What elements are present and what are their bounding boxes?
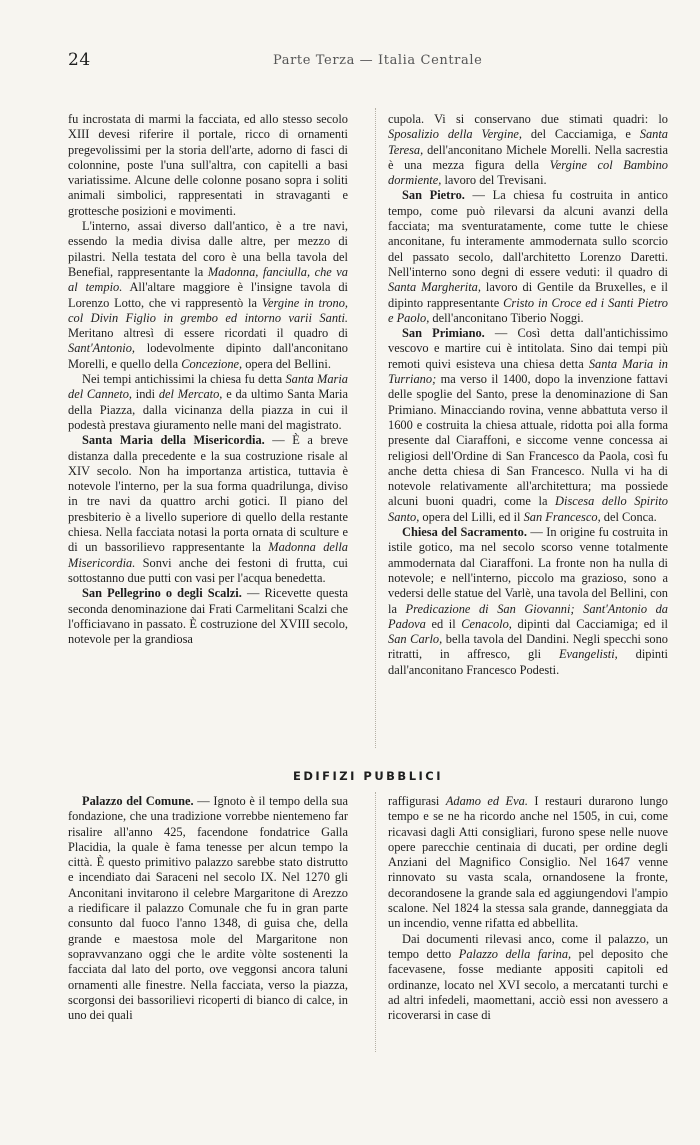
text: ed il	[425, 616, 462, 631]
column-divider-top	[375, 108, 377, 748]
italic-text: Madonna della Misericordia.	[68, 540, 348, 570]
text: dipinti dall'anconitano Francesco Podesti.	[388, 647, 668, 677]
column-lower-right	[388, 794, 668, 1023]
text: del Conca.	[600, 509, 657, 524]
italic-text: Discesa dello Spirito Santo,	[388, 494, 668, 524]
italic-text: San Francesco,	[523, 509, 601, 524]
italic-text: Sant'Antonio,	[68, 341, 136, 356]
column-upper-right	[388, 112, 668, 678]
paragraph	[388, 188, 668, 326]
text: dipinti dal Cacciamiga; ed il	[511, 616, 668, 631]
text: bella tavola del Dandini. Negli specchi sono ritratti, in affresco, gli	[388, 632, 668, 662]
text: — È a breve distanza dalla precedente e la sua costruzione risale al XIV secolo. Non ha importanza artistica, tuttavia è notevole l'interno, per la sua forma quadrilunga, diviso in tre navi da quattro archi gotici. Il piano del presbiterio è a livello superiore di quello della restante chiesa. Nella facciata notasi la porta ornata di sculture e di un bassorilievo rappresentante la	[68, 433, 348, 555]
italic-text: Adamo ed Eva.	[445, 794, 528, 808]
paragraph	[68, 586, 348, 647]
column-divider-bottom	[375, 792, 377, 1052]
text: pel deposito che facevasene, fosse mediante appositi capitoli ed ordinanze, locato nel XVI secolo, a mercatanti turchi e ad altri infedeli, maomettani, acciò essi non avessero a ricoverarsi in case di	[388, 946, 668, 1023]
italic-text: Concezione,	[181, 356, 243, 371]
page-number: 24	[68, 50, 91, 70]
entry-heading: San Pietro.	[402, 188, 465, 203]
text: — Ignoto è il tempo della sua fondazione, che una tradizione vorrebbe nientemeno far risalire all'anno 425, facendone fondatrice Galla Placidia, la quale è fama tenesse per alcun tempo la città. È questo primitivo palazzo sarebbe stato distrutto e incendiato dai Saraceni nel secolo IX. Nel 1270 gli Anconitani invitarono il celebre Margaritone di Arezzo a riedificare il palazzo Comunale che fu in gran parte consunto dal fuoco l'anno 1348, di guisa che, della grande e maestosa mole del Margaritone non sopravvanzano oggi che le ardite vòlte sostenenti la facciata dal lato del porto, ove veggonsi ancora taluni ornamenti alle finestre. Nella facciata, verso la piazza, scorgonsi dei bassorilievi ricoperti di bianco di calce, in uno dei quali	[68, 794, 348, 1023]
text: Nei tempi antichissimi la chiesa fu detta	[82, 372, 286, 387]
column-lower-left	[68, 794, 348, 1023]
text: lavoro del Trevisani.	[441, 173, 547, 188]
paragraph	[68, 794, 348, 1023]
italic-text: Santa Maria del Canneto,	[68, 372, 348, 402]
text: indi	[132, 387, 159, 402]
text: All'altare maggiore è l'insigne tavola di Lorenzo Lotto, che vi rappresentò la	[68, 280, 348, 310]
paragraph	[388, 525, 668, 678]
text: dell'anconitano Tiberio Noggi.	[429, 310, 584, 325]
text: Sonvi anche dei festoni di frutta, cui sottostanno due putti con vasi per l'acqua benedetta.	[68, 555, 348, 585]
paragraph	[68, 372, 348, 433]
italic-text: Cenacolo,	[461, 616, 512, 631]
column-upper-left	[68, 112, 348, 647]
text: Dai documenti rilevasi anco, come il palazzo, un tempo detto	[388, 931, 668, 961]
entry-heading: San Pellegrino o degli Scalzi.	[82, 586, 242, 601]
italic-text: Vergine col Bambino dormiente,	[388, 157, 668, 188]
paragraph	[388, 932, 668, 1024]
italic-text: Santa Margherita,	[388, 280, 481, 295]
text: — In origine fu costruita in istile gotico, ma nel secolo scorso venne totalmente ammodernata dal Ciaraffoni. La fronte non ha nulla di notevole; e nell'interno, piccolo ma grazioso, sono a vedersi delle statue del Varlè, una tavola del Bellini, con la	[388, 525, 668, 616]
paragraph	[68, 219, 348, 372]
italic-text: Vergine in trono, col Divin Figlio in grembo ed intorno varii Santi.	[68, 295, 348, 325]
italic-text: Sposalizio della Vergine,	[388, 127, 522, 142]
text: lodevolmente dipinto dall'anconitano Morelli, e quello della	[68, 341, 348, 371]
entry-heading: Palazzo del Comune.	[82, 794, 194, 808]
text: cupola. Vi si conservano due stimati quadri: lo	[388, 112, 668, 126]
page-header	[68, 50, 668, 74]
section-title: EDIFIZI PUBBLICI	[292, 769, 444, 783]
italic-text: Cristo in Croce ed i Santi Pietro e Paolo,	[388, 295, 668, 325]
text: e da ultimo Santa Maria della Piazza, dalla vicinanza della piazza in cui il podestà prestava giuramento nelle mani del magistrato.	[68, 387, 348, 432]
italic-text: Evangelisti,	[558, 647, 618, 662]
italic-text: Predicazione di San Giovanni; Sant'Antonio da Padova	[388, 601, 668, 631]
paragraph	[388, 326, 668, 525]
paragraph	[68, 112, 348, 219]
paragraph	[388, 794, 668, 932]
text: — Ricevette questa seconda denominazione dai Frati Carmelitani Scalzi che l'officiavano in passato. È costruzione del XVIII secolo, notevole per la grandiosa	[68, 586, 349, 647]
entry-heading: Chiesa del Sacramento.	[402, 525, 527, 540]
text: opera del Bellini.	[242, 356, 331, 371]
text: opera del Lilli, ed il	[419, 509, 524, 524]
text: — Così detta dall'antichissimo vescovo e martire cui è intitolata. Sino dai tempi più remoti quivi esisteva una chiesa detta	[388, 326, 668, 371]
text: Meritano altresì di essere ricordati il quadro di	[68, 326, 348, 341]
italic-text: Palazzo della farina,	[458, 946, 572, 961]
running-title: Parte Terza — Italia Centrale	[273, 53, 483, 68]
entry-heading: Santa Maria della Misericordia.	[82, 433, 265, 448]
italic-text: San Carlo,	[388, 632, 443, 647]
text: fu incrostata di marmi la facciata, ed allo stesso secolo XIII devesi riferire il portale, ricco di ornamenti pregevolissimi per la storia dell'arte, adorno di fasci di colonnine, poste l'una sull'altra, con capitelli a basi variatissime. Alcune delle colonne posano sopra i soliti animali simbolici, rappresentati in stravaganti e grottesche posizioni e movimenti.	[68, 112, 348, 218]
text: del Cacciamiga, e	[522, 127, 640, 142]
text: lavoro di Gentile da Bruxelles, e il dipinto rappresentante	[388, 280, 668, 310]
italic-text: Santa Maria in Turriano;	[388, 356, 668, 387]
paragraph	[68, 433, 348, 586]
italic-text: Madonna, fanciulla, che va al tempio.	[68, 264, 348, 295]
text: dell'anconitano Michele Morelli. Nella sacrestia è una mezza figura della	[388, 142, 668, 172]
entry-heading: San Primiano.	[402, 326, 485, 341]
italic-text: Santa Teresa,	[388, 127, 669, 157]
text: L'interno, assai diverso dall'antico, è a tre navi, essendo la media divisa dalle altre, per mezzo di pilastri. Nella testata del coro è una bella tavola del Benefial, rappresentante la	[68, 219, 348, 279]
text: raffigurasi	[388, 794, 446, 808]
paragraph	[388, 112, 668, 188]
text: ma verso il 1400, dopo la invenzione fattavi delle spoglie del Santo, prese la denominazione di San Primiano. Minacciando rovina, venne abbattuta verso il 1600 e costruita la chiesa attuale, ridotta poi alla forma presente dal Ciaraffoni, e siccome venne concessa ai religiosi dell'Ordine di San Francesco da Paola, così fu anche detta chiesa di San Francesco. Nulla vi ha di notevole relativamente all'architettura; ma possiede alcuni buoni quadri, come la	[388, 372, 668, 509]
text: — La chiesa fu costruita in antico tempo, come può rilevarsi da alcuni avanzi della facciata; ma sventuratamente, come tutte le chiese anconitane, fu interamente ammodernata sullo scorcio del passato secolo, dall'architetto Lorenzo Daretti. Nell'interno sono degni di essere veduti: il quadro di	[388, 188, 668, 279]
italic-text: del Mercato,	[158, 387, 223, 402]
text: I restauri durarono lungo tempo e se ne ha ricordo anche nel 1505, in cui, come ricavasi dagli Atti consigliari, furono spese nelle nuove opere parecchie centinaia di ducati, per ordine degli Anziani del Magnifico Consiglio. Nel 1647 venne rinnovato su vasta scala, ornandosene la fronte, decorandosene la grande sala ed aggiungendovi l'ampio scalone. Nel 1824 la stessa sala grande, danneggiata da un incendio, venne rifatta ed abbellita.	[388, 794, 668, 931]
